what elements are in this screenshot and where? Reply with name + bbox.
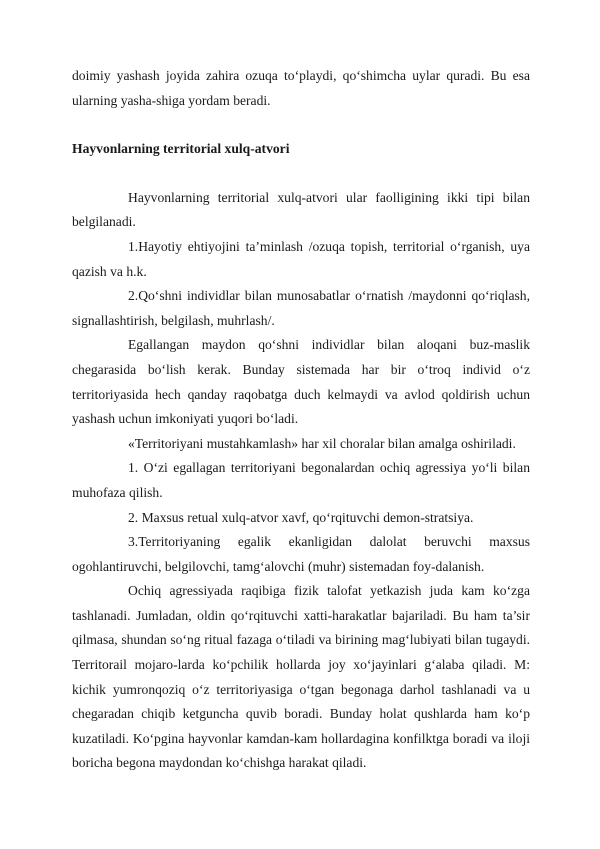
paragraph: Hayvonlarning territorial xulq-atvori ular faolligining ikki tipi bilan belgilanadi. bbox=[72, 189, 530, 230]
continuation-paragraph: doimiy yashash joyida zahira ozuqa to‘playdi, qo‘shimcha uylar quradi. Bu esa ularning yasha-shiga yordam beradi. bbox=[72, 68, 530, 108]
paragraph: Egallangan maydon qo‘shni individlar bilan aloqani buz-maslik chegarasida bo‘lish kerak. Bunday sistemada har bir o‘troq individ o‘z territoriyasida hech qanday raqobatga duch kelmaydi va avlod qoldirish uchun yashash uchun imkoniyati yuqori bo‘ladi. bbox=[72, 337, 530, 427]
paragraph: 2. Maxsus retual xulq-atvor xavf, qo‘rqituvchi demon-stratsiya. bbox=[128, 509, 474, 525]
paragraph: 2.Qo‘shni individlar bilan munosabatlar o‘rnatish /maydonni qo‘riqlash, signallashtirish, belgilash, muhrlash/. bbox=[72, 288, 530, 328]
document-page bbox=[72, 64, 530, 776]
paragraph: 1.Hayotiy ehtiyojini ta’minlash /ozuqa topish, territorial o‘rganish, uya qazish va h.k. bbox=[72, 238, 530, 279]
paragraph: Ochiq agressiyada raqibiga fizik talofat yetkazish juda kam ko‘zga tashlanadi. Jumladan, oldin qo‘rqituvchi xatti-harakatlar bajariladi. Bu ham ta’sir qilmasa, shundan so‘ng ritual fazaga o‘tiladi va birining mag‘lubiyati bilan tugaydi. Territorail mojaro-larda ko‘pchilik hollarda joy xo‘jayinlari g‘alaba qiladi. M: kichik yumronqoziq o‘z territoriyasiga o‘tgan begonaga darhol tashlanadi va u chegaradan chiqib ketguncha quvib boradi. Bunday holat qushlarda ham ko‘p kuzatiladi. Ko‘pgina hayvonlar kamdan-kam hollardagina konfilktga boradi va iloji boricha begona maydondan ko‘chishga harakat qiladi. bbox=[72, 583, 530, 771]
paragraph: «Territoriyani mustahkamlash» har xil choralar bilan amalga oshiriladi. bbox=[128, 435, 516, 451]
paragraph: 3.Territoriyaning egalik ekanligidan dalolat beruvchi maxsus ogohlantiruvchi, belgilovchi, tamg‘alovchi (muhr) sistemadan foy-dalanish. bbox=[72, 534, 530, 574]
section-title: Hayvonlarning territorial xulq-atvori bbox=[72, 141, 290, 157]
paragraph: 1. O‘zi egallagan territoriyani begonalardan ochiq agressiya yo‘li bilan muhofaza qilish. bbox=[72, 460, 530, 500]
